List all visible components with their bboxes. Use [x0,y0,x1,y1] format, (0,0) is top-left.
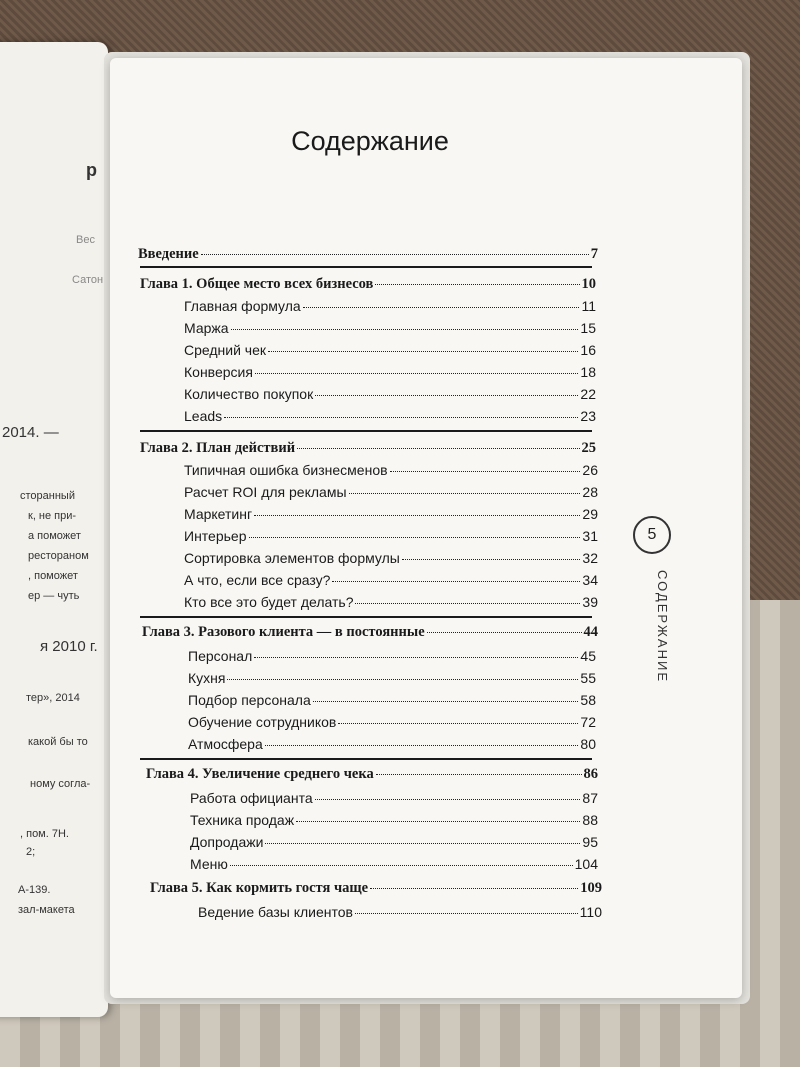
chapter-rule [140,758,592,760]
dot-leader [303,307,580,308]
left-page-text: я 2010 г. [40,638,98,655]
toc-entry[interactable] [188,670,596,690]
toc-entry-label: Техника продаж [190,812,295,828]
toc-entry-page: 109 [580,880,602,896]
toc-page [110,58,742,998]
toc-entry-page: 87 [582,790,598,806]
toc-entry-label: Глава 5. Как кормить гостя чаще [150,880,369,896]
dot-leader [231,329,579,330]
toc-entry-page: 25 [581,440,596,456]
dot-leader [249,537,581,538]
left-page-text: ресторaном [28,550,89,562]
left-page-text: Сатон [72,274,104,286]
dot-leader [313,701,579,702]
toc-entry-page: 22 [580,386,596,402]
dot-leader [370,888,578,889]
dot-leader [254,657,578,658]
toc-entry-label: Кухня [188,670,226,686]
toc-entry[interactable] [184,408,596,428]
toc-entry[interactable] [190,856,598,876]
dot-leader [355,913,578,914]
toc-entry-chapter-3[interactable] [142,624,598,644]
chapter-rule [140,266,592,268]
toc-entry[interactable] [184,364,596,384]
toc-entry[interactable] [184,594,598,614]
toc-entry-page: 80 [580,736,596,752]
dot-leader [332,581,580,582]
toc-entry-page: 10 [581,276,596,292]
dot-leader [349,493,581,494]
toc-entry-page: 39 [582,594,598,610]
toc-entry-intro[interactable] [138,246,598,266]
toc-entry[interactable] [184,484,598,504]
left-page-text: а поможет [28,530,81,542]
toc-entry-label: Персонал [188,648,253,664]
toc-entry[interactable] [188,714,596,734]
toc-entry-page: 34 [582,572,598,588]
chapter-rule [140,430,592,432]
toc-entry-page: 104 [574,856,598,872]
toc-entry-label: Глава 1. Общее место всех бизнесов [140,276,374,292]
toc-entry-label: Введение [138,246,199,262]
toc-entry[interactable] [184,528,598,548]
toc-entry-page: 15 [580,320,596,336]
toc-entry-chapter-5[interactable] [150,880,602,900]
toc-entry-page: 29 [582,506,598,522]
left-page-text: ер — чуть [28,590,80,602]
toc-entry-chapter-4[interactable] [146,766,598,786]
left-page-text: 2; [26,846,36,858]
toc-entry-page: 26 [582,462,598,478]
toc-entry-label: Меню [190,856,228,872]
toc-entry-label: Сортировка элементов формулы [184,550,400,566]
toc-entry-page: 32 [582,550,598,566]
dot-leader [201,254,589,255]
toc-entry[interactable] [184,386,596,406]
toc-entry-label: Интерьер [184,528,247,544]
left-page-text: , поможет [28,570,78,582]
toc-entry[interactable] [190,790,598,810]
toc-entry-page: 55 [580,670,596,686]
toc-entry-label: Количество покупок [184,386,314,402]
toc-entry-label: Работа официанта [190,790,313,806]
dot-leader [402,559,581,560]
section-running-head: СОДЕРЖАНИЕ [655,570,670,684]
toc-entry[interactable] [184,462,598,482]
page-title: Содержание [291,126,449,156]
dot-leader [427,632,582,633]
toc-entry-page: 72 [580,714,596,730]
toc-entry[interactable] [184,320,596,340]
dot-leader [227,679,578,680]
toc-entry-page: 45 [580,648,596,664]
dot-leader [375,284,579,285]
left-page-text: какой бы то [28,736,88,748]
toc-entry[interactable] [184,342,596,362]
toc-entry[interactable] [198,904,602,924]
dot-leader [230,865,573,866]
dot-leader [265,745,579,746]
left-page-text: зал-макета [18,904,75,916]
toc-entry[interactable] [190,812,598,832]
toc-entry-label: Расчет ROI для рекламы [184,484,347,500]
chapter-rule [140,616,592,618]
toc-entry-label: Leads [184,408,223,424]
toc-entry[interactable] [184,572,598,592]
toc-entry-page: 7 [590,246,598,262]
dot-leader [376,774,582,775]
toc-entry[interactable] [184,550,598,570]
toc-entry-label: Главная формула [184,298,301,314]
toc-entry[interactable] [188,736,596,756]
toc-entry-label: Глава 2. План действий [140,440,296,456]
toc-entry[interactable] [188,692,596,712]
dot-leader [338,723,578,724]
dot-leader [268,351,578,352]
toc-entry-label: Кто все это будет делать? [184,594,354,610]
toc-entry-label: Средний чек [184,342,267,358]
toc-entry-page: 86 [583,766,598,782]
left-page [0,42,108,1017]
toc-entry-page: 31 [582,528,598,544]
toc-entry-label: Типичная ошибка бизнесменов [184,462,388,478]
dot-leader [315,395,578,396]
toc-entry-label: Обучение сотрудников [188,714,337,730]
dot-leader [296,821,580,822]
toc-entry-page: 18 [580,364,596,380]
toc-entry[interactable] [184,298,596,318]
dot-leader [315,799,581,800]
toc-entry-label: Атмосфера [188,736,263,752]
dot-leader [297,448,579,449]
left-page-text: тер», 2014 [26,692,80,704]
left-page-text: р [86,160,97,180]
toc-entry-label: Глава 3. Разового клиента — в постоянные [142,624,425,640]
toc-entry[interactable] [190,834,598,854]
toc-entry-page: 16 [580,342,596,358]
dot-leader [355,603,580,604]
dot-leader [224,417,578,418]
toc-entry-chapter-1[interactable] [140,276,596,296]
dot-leader [255,373,578,374]
toc-entry-page: 95 [582,834,598,850]
dot-leader [390,471,581,472]
left-page-text: А-139. [18,884,51,896]
dot-leader [265,843,580,844]
toc-entry-page: 23 [580,408,596,424]
left-page-text: к, не при- [28,510,77,522]
toc-entry-label: А что, если все сразу? [184,572,331,588]
toc-entry[interactable] [188,648,596,668]
toc-entry-label: Глава 4. Увеличение среднего чека [146,766,374,782]
left-page-text: ному согла- [30,778,91,790]
left-page-text: сторанный [20,490,75,502]
toc-entry-page: 110 [579,904,602,920]
toc-entry-page: 58 [580,692,596,708]
dot-leader [254,515,580,516]
toc-entry-page: 88 [582,812,598,828]
toc-entry-label: Маркетинг [184,506,253,522]
toc-entry-label: Маржа [184,320,229,336]
toc-entry-chapter-2[interactable] [140,440,596,460]
left-page-text: Вес [76,234,95,246]
toc-entry-page: 28 [582,484,598,500]
toc-entry-label: Допродажи [190,834,264,850]
toc-entry-page: 44 [583,624,598,640]
toc-entry-label: Подбор персонала [188,692,311,708]
left-page-text: 2014. — [2,424,59,441]
toc-entry-label: Конверсия [184,364,253,380]
left-page-text: , пом. 7Н. [20,828,69,840]
toc-entry[interactable] [184,506,598,526]
toc-entry-label: Ведение базы клиентов [198,904,353,920]
toc-entry-page: 11 [581,298,596,314]
page-number-badge: 5 [633,516,671,554]
